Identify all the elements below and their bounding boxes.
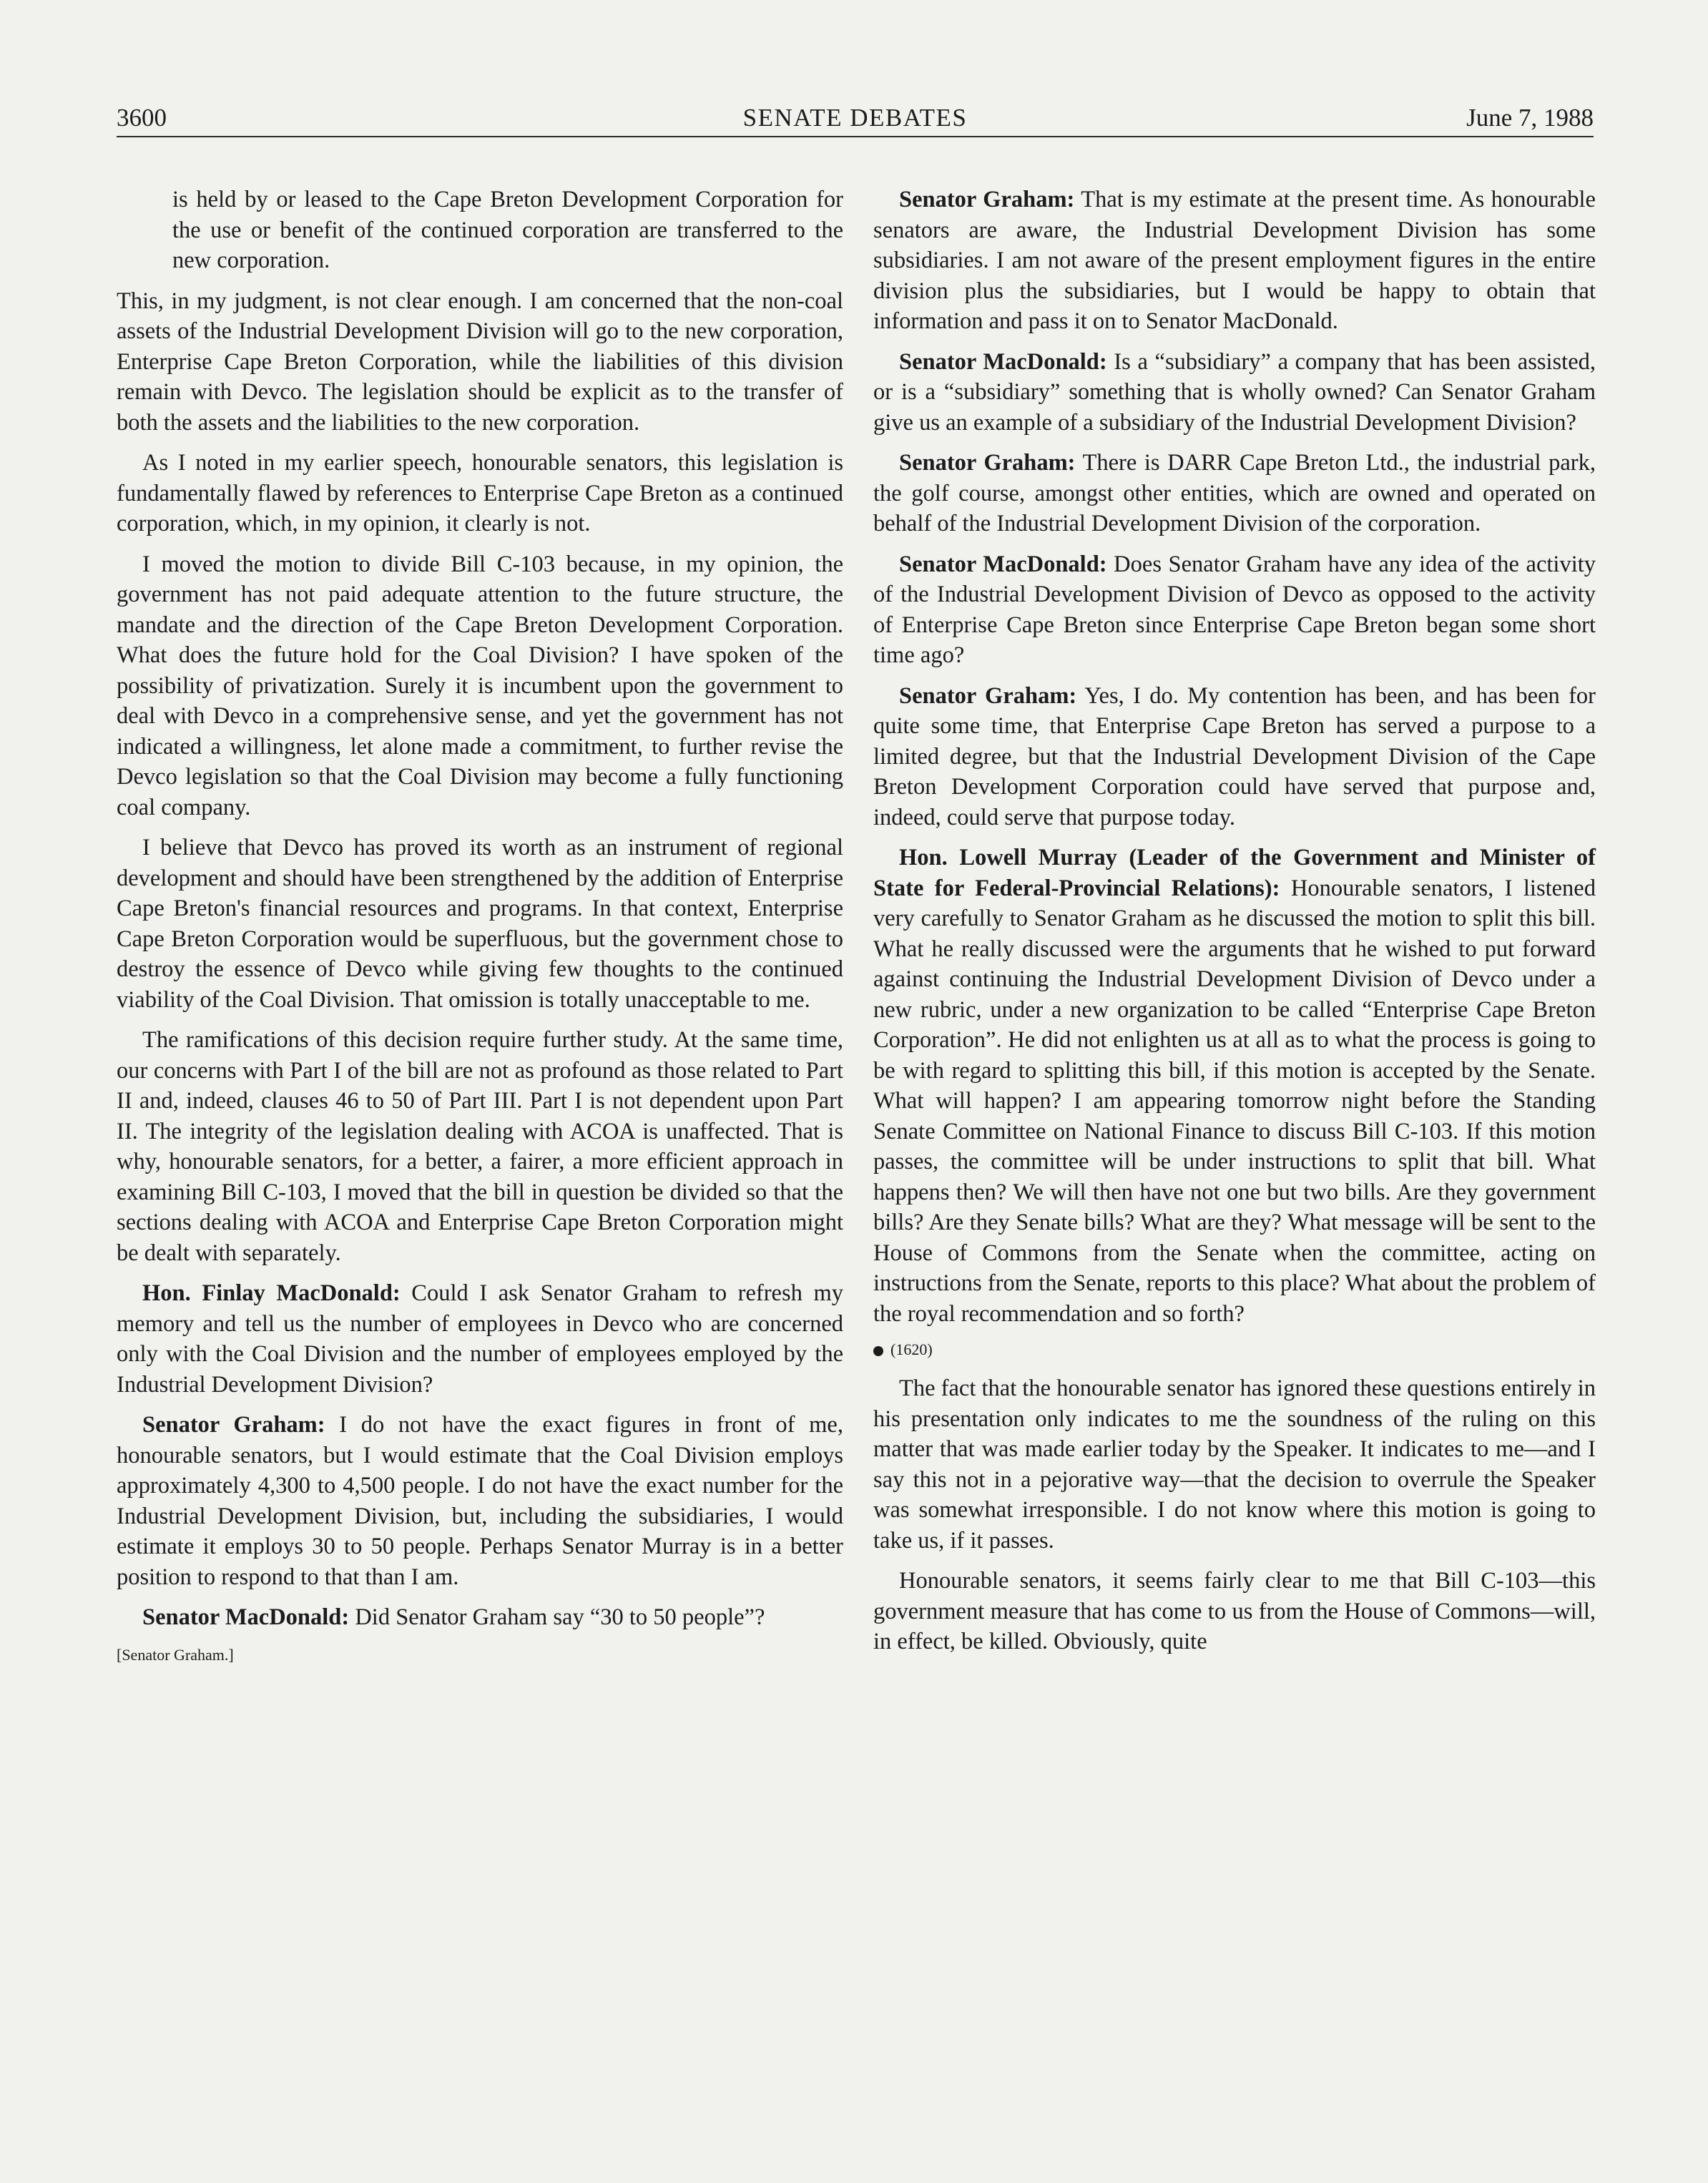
speaker-name: Hon. Lowell Murray (Leader of the Government and Minister of State for Federal-Provincial Relations): <box>873 845 1596 901</box>
paragraph: The fact that the honourable senator has ignored these questions entirely in his presentation only indicates to me the soundness of the ruling on this matter that was made earlier today by the Speaker. It indicates to me—and I say this not in a pejorative way—that the decision to overrule the Speaker was somewhat irresponsible. I do not know where this motion is going to take us, if it passes. <box>873 1375 1596 1554</box>
paragraph: The ramifications of this decision require further study. At the same time, our concerns with Part I of the bill are not as profound as those related to Part II and, indeed, clauses 46 to 50 of Part III. Part I is not dependent upon Part II. The integrity of the legislation dealing with ACOA is unaffected. That is why, honourable senators, for a better, a fairer, a more efficient approach in examining Bill C-103, I moved that the bill in question be divided so that the sections dealing with ACOA and Enterprise Cape Breton Corporation might be dealt with separately. <box>117 1027 843 1266</box>
speech-paragraph <box>117 1602 843 1633</box>
speech-text: Does Senator Graham have any idea of the activity of the Industrial Development Division of Devco as opposed to the activity of Enterprise Cape Breton since Enterprise Cape Breton began some short time ago? <box>873 551 1596 668</box>
speaker-name: Senator Graham: <box>899 682 1077 709</box>
speech-paragraph <box>873 843 1596 1329</box>
left-column <box>117 185 843 1666</box>
speech-text: That is my estimate at the present time. As honourable senators are aware, the Industrial Development Division has some subsidiaries. I am not aware of the present employment figures in the entire division plus the subsidiaries, but I would be happy to obtain that information and pass it on to Senator MacDonald. <box>873 187 1596 334</box>
speaker-name: Senator Graham: <box>899 450 1076 476</box>
speech-paragraph <box>873 549 1596 671</box>
speaker-name: Senator MacDonald: <box>899 348 1107 375</box>
paragraph: I moved the motion to divide Bill C-103 because, in my opinion, the government has not paid adequate attention to the future structure, the mandate and the direction of the Cape Breton Development Corporation. What does the future hold for the Coal Division? I have spoken of the possibility of privatization. Surely it is incumbent upon the government to deal with Devco in a comprehensive sense, and yet the government has not indicated a willingness, let alone made a commitment, to further revise the Devco legislation so that the Coal Division may become a fully functioning coal company. <box>117 551 843 820</box>
running-header <box>117 99 1594 137</box>
speech-paragraph <box>873 347 1596 438</box>
publication-title: SENATE DEBATES <box>742 104 968 132</box>
speaker-name: Hon. Finlay MacDonald: <box>142 1280 401 1306</box>
speech-paragraph <box>117 1278 843 1400</box>
speech-text: Could I ask Senator Graham to refresh my memory and tell us the number of employees in Devco who are concerned only with the Coal Division and the number of employees employed by the Industrial Development Division? <box>117 1280 843 1398</box>
right-column <box>873 185 1596 1667</box>
bullet-icon <box>873 1346 883 1356</box>
issue-date: June 7, 1988 <box>1466 104 1594 132</box>
speech-paragraph <box>873 185 1596 337</box>
speaker-name: Senator Graham: <box>899 187 1075 212</box>
speech-text: I do not have the exact figures in front of me, honourable senators, but I would estimate that the Coal Division employs approximately 4,300 to 4,500 people. I do not have the exact number for the Industrial Development Division, but, including the subsidiaries, I would estimate it employs 30 to 50 people. Perhaps Senator Murray is in a better position to respond to that than I am. <box>117 1412 843 1590</box>
page-number: 3600 <box>117 104 167 132</box>
time-marker-text: (1620) <box>890 1340 933 1358</box>
speech-text: There is DARR Cape Breton Ltd., the industrial park, the golf course, amongst other entities, which are owned and operated on behalf of the Industrial Development Division of the corporation. <box>873 450 1596 536</box>
speaker-name: Senator Graham: <box>142 1412 325 1438</box>
continuation-footnote: [Senator Graham.] <box>117 1645 234 1664</box>
speech-text: Did Senator Graham say “30 to 50 people”? <box>349 1604 765 1630</box>
speech-text: Yes, I do. My contention has been, and has been for quite some time, that Enterprise Cape Breton has served a purpose to a limited degree, but that the Industrial Development Division of the Cape Breton Development Corporation could have served that purpose and, indeed, could serve that purpose today. <box>873 682 1596 830</box>
speech-paragraph <box>873 681 1596 833</box>
speech-text: Honourable senators, I listened very carefully to Senator Graham as he discussed the motion to split this bill. What he really discussed were the arguments that he wished to put forward against continuing the Industrial Development Division of Devco under a new rubric, under a new organization to be called “Enterprise Cape Breton Corporation”. He did not enlighten us at all as to what the process is going to be with regard to splitting this bill, if this motion is accepted by the Senate. What will happen? I am appearing tomorrow night before the Standing Senate Committee on National Finance to discuss Bill C-103. If this motion passes, the committee will be under instructions to split that bill. What happens then? We will then have not one but two bills. Are they government bills? Are they Senate bills? What are they? What message will be sent to the House of Commons from the Senate when the committee, acting on instructions from the Senate, reports to this place? What about the problem of the royal recommendation and so forth? <box>873 875 1596 1327</box>
speech-text: Is a “subsidiary” a company that has been assisted, or is a “subsidiary” something that is wholly owned? Can Senator Graham give us an example of a subsidiary of the Industrial Development Division? <box>873 348 1596 436</box>
paragraph: I believe that Devco has proved its worth as an instrument of regional development and should have been strengthened by the addition of Enterprise Cape Breton's financial resources and programs. In that context, Enterprise Cape Breton Corporation would be superfluous, but the government chose to destroy the essence of Devco while giving few thoughts to the continued viability of the Coal Division. That omission is totally unacceptable to me. <box>117 835 843 1013</box>
quoted-clause: is held by or leased to the Cape Breton Development Corporation for the use or benefit of the continued corporation are transferred to the new corporation. <box>172 187 843 273</box>
time-marker <box>873 1339 1596 1360</box>
paragraph: This, in my judgment, is not clear enough. I am concerned that the non-coal assets of the Industrial Development Division will go to the new corporation, Enterprise Cape Breton Corporation, while the liabilities of this division remain with Devco. The legislation should be explicit as to the transfer of both the assets and the liabilities to the new corporation. <box>117 288 843 436</box>
speaker-name: Senator MacDonald: <box>142 1604 350 1630</box>
speech-paragraph <box>873 448 1596 539</box>
paragraph: Honourable senators, it seems fairly clear to me that Bill C-103—this government measure that has come to us from the House of Commons—will, in effect, be killed. Obviously, quite <box>873 1568 1596 1654</box>
paragraph: As I noted in my earlier speech, honourable senators, this legislation is fundamentally flawed by references to Enterprise Cape Breton as a continued corporation, which, in my opinion, it clearly is not. <box>117 450 843 536</box>
speaker-name: Senator MacDonald: <box>899 551 1107 577</box>
speech-paragraph <box>117 1410 843 1592</box>
